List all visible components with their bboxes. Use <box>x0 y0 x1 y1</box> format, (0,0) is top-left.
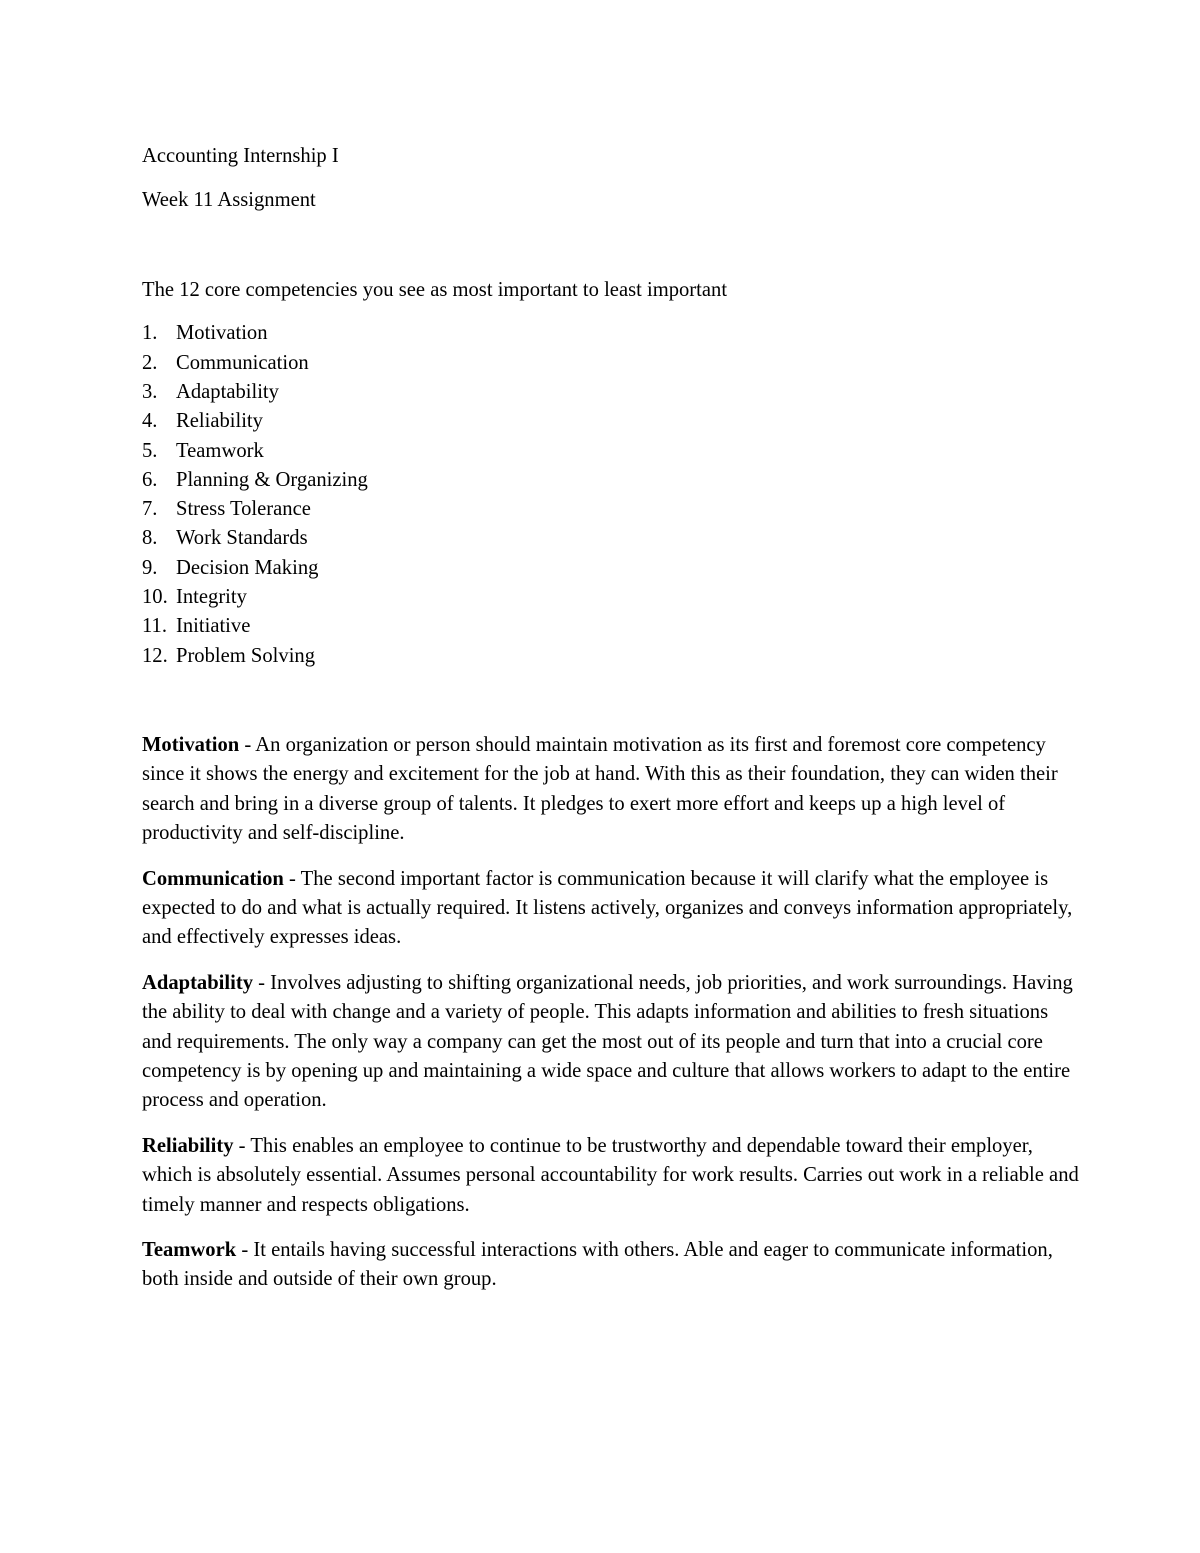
list-item-number: 3. <box>142 381 158 403</box>
list-item <box>142 319 1082 348</box>
section-motivation <box>142 731 1082 849</box>
list-item-number: 12. <box>142 644 168 667</box>
section-reliability <box>142 1132 1082 1220</box>
list-item-label: Teamwork <box>176 439 264 462</box>
list-item <box>142 642 1082 671</box>
list-item-number: 8. <box>142 527 158 550</box>
document-body <box>142 142 1082 1311</box>
competency-ranking-list <box>142 319 1082 671</box>
list-item-label: Communication <box>176 351 309 374</box>
list-item-label: Integrity <box>176 586 247 609</box>
list-item-number: 6. <box>142 468 158 491</box>
section-teamwork <box>142 1236 1082 1295</box>
competency-descriptions <box>142 731 1082 1295</box>
list-item <box>142 612 1082 641</box>
list-item <box>142 407 1082 436</box>
list-item <box>142 583 1082 612</box>
list-item-number: 5. <box>142 439 158 462</box>
list-item-number: 4. <box>142 410 158 433</box>
section-communication <box>142 865 1082 953</box>
list-item-label: Initiative <box>176 615 251 638</box>
list-item-label: Work Standards <box>176 527 308 550</box>
list-item <box>142 466 1082 495</box>
section-term: Reliability <box>142 1134 234 1157</box>
section-text: - An organization or person should maintain motivation as its first and foremost core competency since it shows the energy and excitement for the job at hand. With this as their foundation, they can widen their search and bring in a diverse group of talents. It pledges to exert more effort and keeps up a high level of productivity and self-discipline. <box>142 733 1058 845</box>
list-item-label: Motivation <box>176 322 268 345</box>
section-text: - This enables an employee to continue to be trustworthy and dependable toward their employer, which is absolutely essential. Assumes personal accountability for work results. Carries out work in a reliable and timely manner and respects obligations. <box>142 1134 1079 1216</box>
list-item <box>142 437 1082 466</box>
list-item-number: 1. <box>142 322 158 345</box>
list-item-label: Problem Solving <box>176 644 316 667</box>
list-item <box>142 349 1082 378</box>
section-term: Adaptability <box>142 971 254 994</box>
section-text: - The second important factor is communication because it will clarify what the employee is expected to do and what is actually required. It listens actively, organizes and conveys information appropriately, and effectively expresses ideas. <box>142 867 1073 949</box>
assignment-title: Week 11 Assignment <box>142 189 316 211</box>
section-text: - Involves adjusting to shifting organizational needs, job priorities, and work surroundings. Having the ability to deal with change and a variety of people. This adapts information and abilities to fresh situations and requirements. The only way a company can get the most out of its people and turn that into a crucial core competency is by opening up and maintaining a wide space and culture that allows workers to adapt to the entire process and operation. <box>142 971 1073 1112</box>
list-item <box>142 554 1082 583</box>
list-item-label: Stress Tolerance <box>176 498 311 521</box>
list-item <box>142 524 1082 553</box>
list-item-label: Reliability <box>176 410 263 433</box>
list-item-number: 11. <box>142 615 167 638</box>
list-item <box>142 495 1082 524</box>
intro-text: The 12 core competencies you see as most important to least important <box>142 279 728 301</box>
list-item-number: 2. <box>142 351 158 374</box>
list-item-number: 7. <box>142 498 158 521</box>
course-title: Accounting Internship I <box>142 145 339 167</box>
list-item <box>142 378 1082 407</box>
list-item-label: Planning & Organizing <box>176 468 368 491</box>
section-term: Communication <box>142 867 284 890</box>
list-item-number: 10. <box>142 586 168 609</box>
list-item-label: Decision Making <box>176 556 319 579</box>
section-text: - It entails having successful interactions with others. Able and eager to communicate information, both inside and outside of their own group. <box>142 1239 1053 1291</box>
list-item-number: 9. <box>142 556 158 579</box>
section-adaptability <box>142 969 1082 1116</box>
section-term: Teamwork <box>142 1239 237 1262</box>
list-item-label: Adaptability <box>176 381 279 403</box>
section-term: Motivation <box>142 733 240 756</box>
